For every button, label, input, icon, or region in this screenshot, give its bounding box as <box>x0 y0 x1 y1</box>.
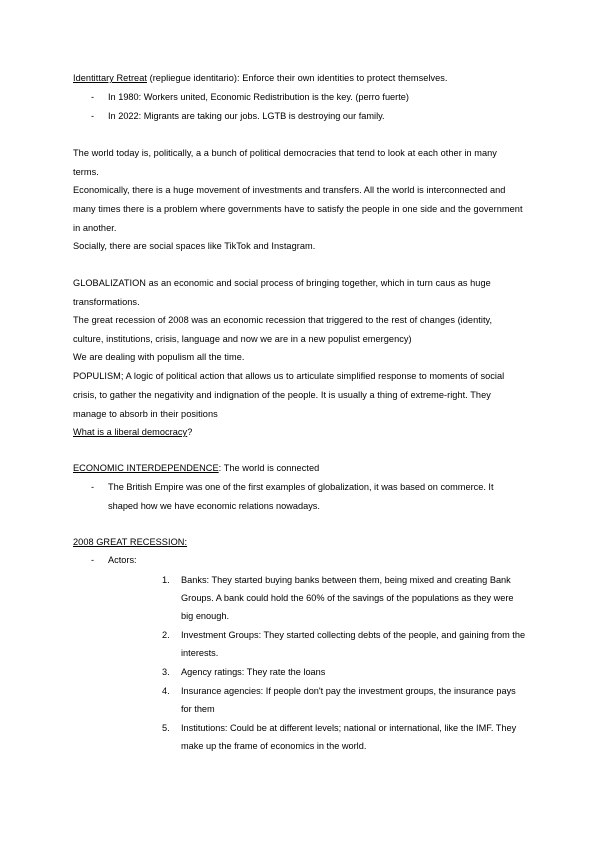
actor-number: 2. <box>162 630 170 640</box>
bullet-dash: - <box>91 482 95 492</box>
world-economy-paragraph: Economically, there is a huge movement of investments and transfers. All the world is interconnected and many times there is a problem where governments have to satisfy the people in one side and the government in another. <box>73 185 523 233</box>
actor-number: 3. <box>162 667 170 677</box>
identity-bullet-1: In 1980: Workers united, Economic Redistribution is the key. (perro fuerte) <box>108 92 409 102</box>
econ-heading: ECONOMIC INTERDEPENDENCE <box>73 463 219 473</box>
econ-bullet: The British Empire was one of the first examples of globalization, it was based on commerce. It shaped how we have economic relations nowadays. <box>108 482 494 511</box>
actor-institutions: Institutions: Could be at different levels; national or international, like the IMF. They make up the frame of economics in the world. <box>181 723 517 751</box>
identity-rest: (repliegue identitario): Enforce their own identities to protect themselves. <box>146 73 448 83</box>
bullet-dash: - <box>91 555 95 565</box>
actor-number: 5. <box>162 723 170 733</box>
globalization-paragraph: GLOBALIZATION as an economic and social process of bringing together, which in turn caus as huge transformations. <box>73 278 491 307</box>
populism-dealing-paragraph: We are dealing with populism all the time. <box>73 352 245 362</box>
actor-investment-groups: Investment Groups: They started collecting debts of the people, and gaining from the interests. <box>181 630 526 658</box>
bullet-dash: - <box>91 111 95 121</box>
actor-number: 4. <box>162 686 170 696</box>
econ-rest: : The world is connected <box>218 463 320 473</box>
identity-term: Identittary Retreat <box>73 73 147 83</box>
actor-number: 1. <box>162 575 170 585</box>
populism-definition-paragraph: POPULISM; A logic of political action that allows us to articulate simplified response to moments of social crisis, to gather the negativity and indignation of the people. It is usually a thing of extreme-right. They manage to absorb in their positions <box>73 371 505 419</box>
world-social-paragraph: Socially, there are social spaces like TikTok and Instagram. <box>73 241 316 251</box>
actor-insurance-agencies: Insurance agencies: If people don't pay the investment groups, the insurance pays for them <box>181 686 516 714</box>
question-text: What is a liberal democracy <box>73 427 188 437</box>
actor-banks: Banks: They started buying banks between them, being mixed and creating Bank Groups. A bank could hold the 60% of the savings of the populations as they were big enough. <box>181 575 514 621</box>
bullet-dash: - <box>91 92 95 102</box>
world-politics-paragraph: The world today is, politically, a a bunch of political democracies that tend to look at each other in many terms. <box>73 148 497 177</box>
great-recession-paragraph: The great recession of 2008 was an economic recession that triggered to the rest of changes (identity, culture, institutions, crisis, language and now we are in a new populist emergency) <box>73 315 493 344</box>
econ-heading-line <box>73 459 525 478</box>
liberal-democracy-question <box>73 423 525 442</box>
question-mark: ? <box>187 427 193 437</box>
identity-bullet-2: In 2022: Migrants are taking our jobs. LGTB is destroying our family. <box>108 111 385 121</box>
actor-agency-ratings: Agency ratings: They rate the loans <box>181 667 326 677</box>
actors-label: Actors: <box>108 555 137 565</box>
identity-paragraph <box>73 69 525 88</box>
recession-heading: 2008 GREAT RECESSION: <box>73 537 188 547</box>
